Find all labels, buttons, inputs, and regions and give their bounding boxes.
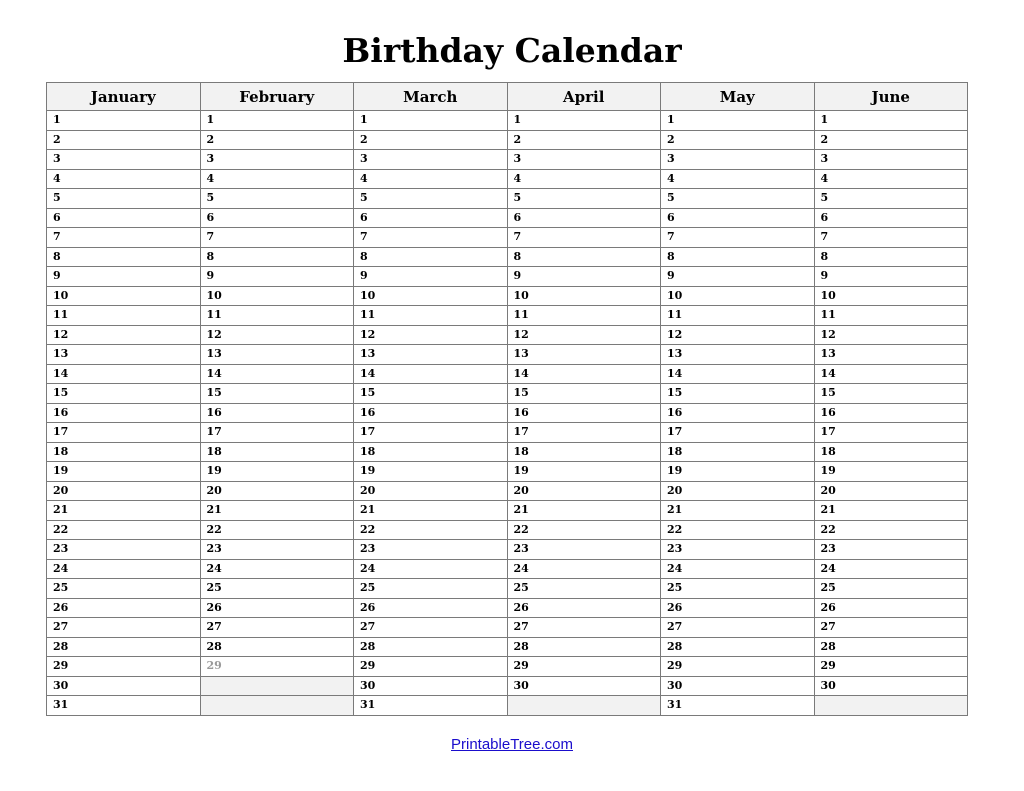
day-cell: 15 (507, 384, 661, 404)
day-cell: 15 (47, 384, 201, 404)
day-cell: 4 (200, 169, 354, 189)
day-cell: 4 (47, 169, 201, 189)
empty-day-cell (814, 696, 968, 716)
day-cell: 25 (354, 579, 508, 599)
day-cell: 8 (200, 247, 354, 267)
month-header-row (47, 83, 968, 111)
day-cell: 23 (661, 540, 815, 560)
day-cell: 5 (507, 189, 661, 209)
day-cell: 9 (47, 267, 201, 287)
day-cell: 3 (47, 150, 201, 170)
table-row (47, 657, 968, 677)
day-cell: 12 (661, 325, 815, 345)
day-cell: 23 (47, 540, 201, 560)
day-cell: 13 (814, 345, 968, 365)
day-cell: 3 (814, 150, 968, 170)
day-cell: 24 (200, 559, 354, 579)
day-cell: 5 (354, 189, 508, 209)
day-cell: 28 (200, 637, 354, 657)
day-cell: 29 (47, 657, 201, 677)
day-cell: 26 (47, 598, 201, 618)
day-cell: 3 (200, 150, 354, 170)
table-row (47, 247, 968, 267)
day-cell: 12 (200, 325, 354, 345)
table-row (47, 364, 968, 384)
day-cell: 8 (661, 247, 815, 267)
day-cell: 18 (814, 442, 968, 462)
day-cell: 27 (47, 618, 201, 638)
day-cell: 31 (354, 696, 508, 716)
day-cell: 1 (814, 111, 968, 131)
day-cell: 11 (354, 306, 508, 326)
day-cell: 12 (814, 325, 968, 345)
day-cell: 14 (354, 364, 508, 384)
day-cell: 10 (661, 286, 815, 306)
day-cell: 27 (661, 618, 815, 638)
day-cell: 15 (354, 384, 508, 404)
day-cell: 19 (354, 462, 508, 482)
table-row (47, 286, 968, 306)
day-cell: 20 (507, 481, 661, 501)
day-cell: 9 (661, 267, 815, 287)
day-cell: 12 (47, 325, 201, 345)
empty-day-cell (200, 696, 354, 716)
day-cell: 30 (507, 676, 661, 696)
day-cell: 16 (47, 403, 201, 423)
day-cell: 6 (661, 208, 815, 228)
day-cell: 25 (507, 579, 661, 599)
day-cell: 13 (47, 345, 201, 365)
day-cell: 28 (47, 637, 201, 657)
day-cell: 14 (507, 364, 661, 384)
day-cell: 12 (354, 325, 508, 345)
day-cell: 20 (814, 481, 968, 501)
day-cell: 16 (507, 403, 661, 423)
day-cell: 27 (507, 618, 661, 638)
day-cell: 9 (507, 267, 661, 287)
footer (0, 736, 1024, 754)
day-cell: 24 (507, 559, 661, 579)
day-cell: 30 (661, 676, 815, 696)
day-cell: 8 (814, 247, 968, 267)
table-row (47, 306, 968, 326)
day-cell: 17 (200, 423, 354, 443)
table-row (47, 150, 968, 170)
day-cell: 7 (47, 228, 201, 248)
day-cell: 29 (200, 657, 354, 677)
table-row (47, 442, 968, 462)
day-cell: 28 (354, 637, 508, 657)
day-cell: 13 (507, 345, 661, 365)
day-cell: 10 (47, 286, 201, 306)
day-cell: 29 (814, 657, 968, 677)
birthday-calendar-table (46, 82, 968, 716)
day-cell: 1 (661, 111, 815, 131)
table-row (47, 676, 968, 696)
day-cell: 21 (354, 501, 508, 521)
day-cell: 19 (507, 462, 661, 482)
table-row (47, 559, 968, 579)
day-cell: 21 (814, 501, 968, 521)
day-cell: 27 (814, 618, 968, 638)
day-cell: 24 (661, 559, 815, 579)
day-cell: 5 (47, 189, 201, 209)
day-cell: 7 (661, 228, 815, 248)
table-row (47, 618, 968, 638)
day-cell: 17 (354, 423, 508, 443)
day-cell: 6 (507, 208, 661, 228)
day-cell: 13 (200, 345, 354, 365)
day-cell: 22 (814, 520, 968, 540)
day-cell: 31 (661, 696, 815, 716)
day-cell: 16 (661, 403, 815, 423)
day-cell: 19 (47, 462, 201, 482)
day-cell: 14 (200, 364, 354, 384)
day-cell: 1 (354, 111, 508, 131)
day-cell: 9 (200, 267, 354, 287)
day-cell: 30 (814, 676, 968, 696)
day-cell: 24 (47, 559, 201, 579)
calendar-body (47, 111, 968, 716)
table-row (47, 481, 968, 501)
day-cell: 15 (814, 384, 968, 404)
day-cell: 13 (661, 345, 815, 365)
page-title: Birthday Calendar (342, 31, 682, 70)
day-cell: 28 (507, 637, 661, 657)
day-cell: 16 (814, 403, 968, 423)
day-cell: 10 (354, 286, 508, 306)
day-cell: 10 (814, 286, 968, 306)
day-cell: 1 (200, 111, 354, 131)
day-cell: 6 (47, 208, 201, 228)
table-row (47, 501, 968, 521)
day-cell: 30 (354, 676, 508, 696)
day-cell: 15 (200, 384, 354, 404)
month-header-april: April (507, 83, 661, 111)
month-header-march: March (354, 83, 508, 111)
day-cell: 3 (354, 150, 508, 170)
day-cell: 4 (354, 169, 508, 189)
day-cell: 5 (661, 189, 815, 209)
day-cell: 22 (661, 520, 815, 540)
month-header-may: May (661, 83, 815, 111)
day-cell: 21 (661, 501, 815, 521)
day-cell: 26 (354, 598, 508, 618)
day-cell: 3 (507, 150, 661, 170)
day-cell: 4 (507, 169, 661, 189)
day-cell: 11 (814, 306, 968, 326)
day-cell: 5 (814, 189, 968, 209)
day-cell: 9 (814, 267, 968, 287)
day-cell: 21 (507, 501, 661, 521)
day-cell: 24 (814, 559, 968, 579)
day-cell: 18 (200, 442, 354, 462)
day-cell: 25 (47, 579, 201, 599)
day-cell: 20 (354, 481, 508, 501)
table-row (47, 267, 968, 287)
table-row (47, 130, 968, 150)
day-cell: 18 (507, 442, 661, 462)
day-cell: 8 (47, 247, 201, 267)
table-row (47, 208, 968, 228)
day-cell: 26 (200, 598, 354, 618)
day-cell: 7 (814, 228, 968, 248)
day-cell: 27 (200, 618, 354, 638)
day-cell: 21 (200, 501, 354, 521)
day-cell: 23 (507, 540, 661, 560)
day-cell: 23 (354, 540, 508, 560)
table-row (47, 462, 968, 482)
day-cell: 14 (814, 364, 968, 384)
table-row (47, 520, 968, 540)
day-cell: 21 (47, 501, 201, 521)
day-cell: 18 (354, 442, 508, 462)
day-cell: 6 (200, 208, 354, 228)
table-row (47, 423, 968, 443)
day-cell: 18 (661, 442, 815, 462)
month-header-february: February (200, 83, 354, 111)
day-cell: 3 (661, 150, 815, 170)
day-cell: 20 (47, 481, 201, 501)
day-cell: 29 (507, 657, 661, 677)
day-cell: 23 (814, 540, 968, 560)
day-cell: 15 (661, 384, 815, 404)
day-cell: 11 (507, 306, 661, 326)
day-cell: 29 (661, 657, 815, 677)
day-cell: 2 (814, 130, 968, 150)
day-cell: 2 (661, 130, 815, 150)
day-cell: 19 (661, 462, 815, 482)
table-row (47, 696, 968, 716)
day-cell: 29 (354, 657, 508, 677)
day-cell: 2 (47, 130, 201, 150)
day-cell: 11 (661, 306, 815, 326)
day-cell: 14 (47, 364, 201, 384)
day-cell: 7 (354, 228, 508, 248)
table-row (47, 189, 968, 209)
day-cell: 1 (507, 111, 661, 131)
printabletree-link[interactable]: PrintableTree.com (451, 736, 573, 753)
empty-day-cell (507, 696, 661, 716)
day-cell: 4 (814, 169, 968, 189)
day-cell: 22 (200, 520, 354, 540)
day-cell: 20 (661, 481, 815, 501)
table-row (47, 540, 968, 560)
day-cell: 27 (354, 618, 508, 638)
table-row (47, 384, 968, 404)
day-cell: 4 (661, 169, 815, 189)
day-cell: 17 (507, 423, 661, 443)
day-cell: 6 (354, 208, 508, 228)
day-cell: 7 (200, 228, 354, 248)
day-cell: 1 (47, 111, 201, 131)
day-cell: 5 (200, 189, 354, 209)
day-cell: 19 (200, 462, 354, 482)
day-cell: 25 (200, 579, 354, 599)
day-cell: 7 (507, 228, 661, 248)
day-cell: 10 (200, 286, 354, 306)
day-cell: 11 (200, 306, 354, 326)
day-cell: 10 (507, 286, 661, 306)
table-row (47, 403, 968, 423)
day-cell: 26 (507, 598, 661, 618)
day-cell: 28 (661, 637, 815, 657)
day-cell: 17 (814, 423, 968, 443)
day-cell: 17 (661, 423, 815, 443)
day-cell: 24 (354, 559, 508, 579)
day-cell: 13 (354, 345, 508, 365)
day-cell: 2 (354, 130, 508, 150)
table-row (47, 111, 968, 131)
day-cell: 30 (47, 676, 201, 696)
day-cell: 25 (661, 579, 815, 599)
day-cell: 6 (814, 208, 968, 228)
day-cell: 17 (47, 423, 201, 443)
day-cell: 16 (200, 403, 354, 423)
day-cell: 8 (507, 247, 661, 267)
day-cell: 18 (47, 442, 201, 462)
table-row (47, 579, 968, 599)
calendar-header (47, 83, 968, 111)
day-cell: 16 (354, 403, 508, 423)
day-cell: 26 (814, 598, 968, 618)
table-row (47, 169, 968, 189)
day-cell: 2 (200, 130, 354, 150)
month-header-january: January (47, 83, 201, 111)
day-cell: 22 (47, 520, 201, 540)
table-row (47, 637, 968, 657)
day-cell: 26 (661, 598, 815, 618)
table-row (47, 345, 968, 365)
day-cell: 28 (814, 637, 968, 657)
table-row (47, 228, 968, 248)
day-cell: 19 (814, 462, 968, 482)
month-header-june: June (814, 83, 968, 111)
table-row (47, 598, 968, 618)
day-cell: 22 (354, 520, 508, 540)
day-cell: 31 (47, 696, 201, 716)
day-cell: 20 (200, 481, 354, 501)
day-cell: 8 (354, 247, 508, 267)
day-cell: 9 (354, 267, 508, 287)
empty-day-cell (200, 676, 354, 696)
table-row (47, 325, 968, 345)
day-cell: 14 (661, 364, 815, 384)
day-cell: 11 (47, 306, 201, 326)
day-cell: 2 (507, 130, 661, 150)
day-cell: 12 (507, 325, 661, 345)
day-cell: 22 (507, 520, 661, 540)
day-cell: 25 (814, 579, 968, 599)
day-cell: 23 (200, 540, 354, 560)
